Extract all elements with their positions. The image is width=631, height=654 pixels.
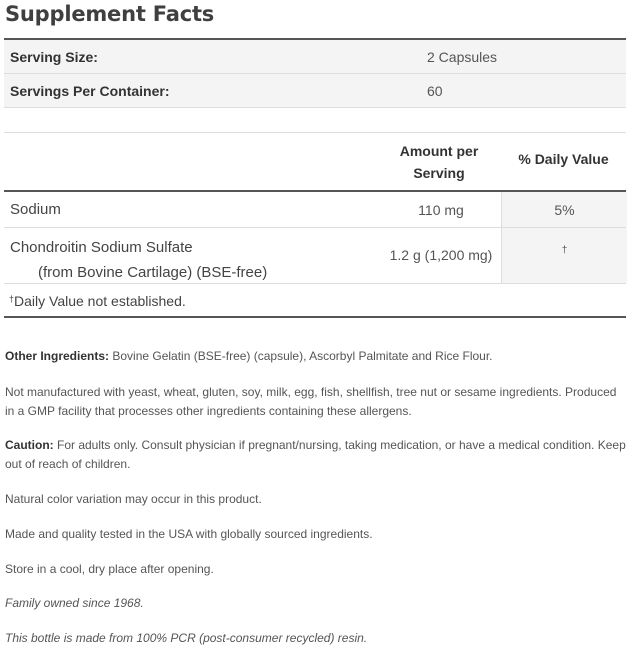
pcr-bottle-note — [5, 629, 627, 648]
table-spacer — [4, 108, 626, 132]
nutrient-daily-value: † — [561, 245, 568, 256]
serving-size-value: 2 Capsules — [427, 49, 498, 65]
family-owned-text: Family owned since 1968. — [5, 596, 144, 610]
daily-value-header: % Daily Value — [518, 151, 609, 167]
amount-header-line1: Amount per — [399, 143, 479, 159]
nutrient-name: Sodium — [10, 201, 61, 218]
column-header-row — [4, 132, 626, 192]
nutrient-row-sodium — [4, 192, 626, 228]
nutrient-daily-value-cell — [501, 192, 627, 227]
allergen-note: Not manufactured with yeast, wheat, gluten, soy, milk, egg, fish, shellfish, tree nut or sesame ingredients. Produced in a GMP facility that processes other ingredients containing these allergens. — [5, 385, 617, 418]
servings-per-container-label: Servings Per Container: — [10, 83, 170, 99]
caution-note — [5, 436, 627, 474]
pcr-bottle-text: This bottle is made from 100% PCR (post-consumer recycled) resin. — [5, 631, 368, 645]
servings-per-container-value: 60 — [427, 83, 443, 99]
nutrient-amount: 110 mg — [418, 202, 464, 218]
supplement-facts-table — [4, 38, 626, 318]
serving-size-row — [4, 40, 626, 74]
amount-per-serving-header — [396, 140, 482, 184]
footnote — [9, 293, 186, 309]
family-owned-note — [5, 594, 627, 613]
nutrient-name-line1: Chondroitin Sodium Sulfate — [10, 239, 193, 256]
serving-size-label: Serving Size: — [10, 49, 98, 65]
caution-text: For adults only. Consult physician if pregnant/nursing, taking medication, or have a medical condition. Keep out of reach of children. — [5, 438, 626, 471]
dagger-mark: † — [9, 294, 15, 304]
nutrient-amount: 1.2 g (1,200 mg) — [389, 247, 493, 263]
nutrient-daily-value-cell — [501, 228, 627, 283]
footnote-text: Daily Value not established. — [14, 293, 186, 309]
storage-note: Store in a cool, dry place after opening. — [5, 562, 214, 576]
nutrient-name — [10, 235, 267, 285]
amount-header-line2: Serving — [413, 165, 465, 181]
other-ingredients-note — [5, 347, 627, 366]
other-ingredients-text: Bovine Gelatin (BSE-free) (capsule), Ascorbyl Palmitate and Rice Flour. — [109, 349, 493, 363]
caution-label: Caution: — [5, 438, 54, 452]
servings-per-container-row — [4, 74, 626, 108]
nutrient-daily-value: 5% — [554, 202, 575, 218]
other-ingredients-label: Other Ingredients: — [5, 349, 110, 363]
nutrient-row-chondroitin — [4, 228, 626, 284]
color-variation-note: Natural color variation may occur in this product. — [5, 492, 262, 506]
page-title: Supplement Facts — [5, 2, 215, 26]
made-in-usa-note: Made and quality tested in the USA with globally sourced ingredients. — [5, 527, 373, 541]
nutrient-name-line2: (from Bovine Cartilage) (BSE-free) — [38, 264, 268, 281]
footnote-row — [4, 284, 626, 318]
